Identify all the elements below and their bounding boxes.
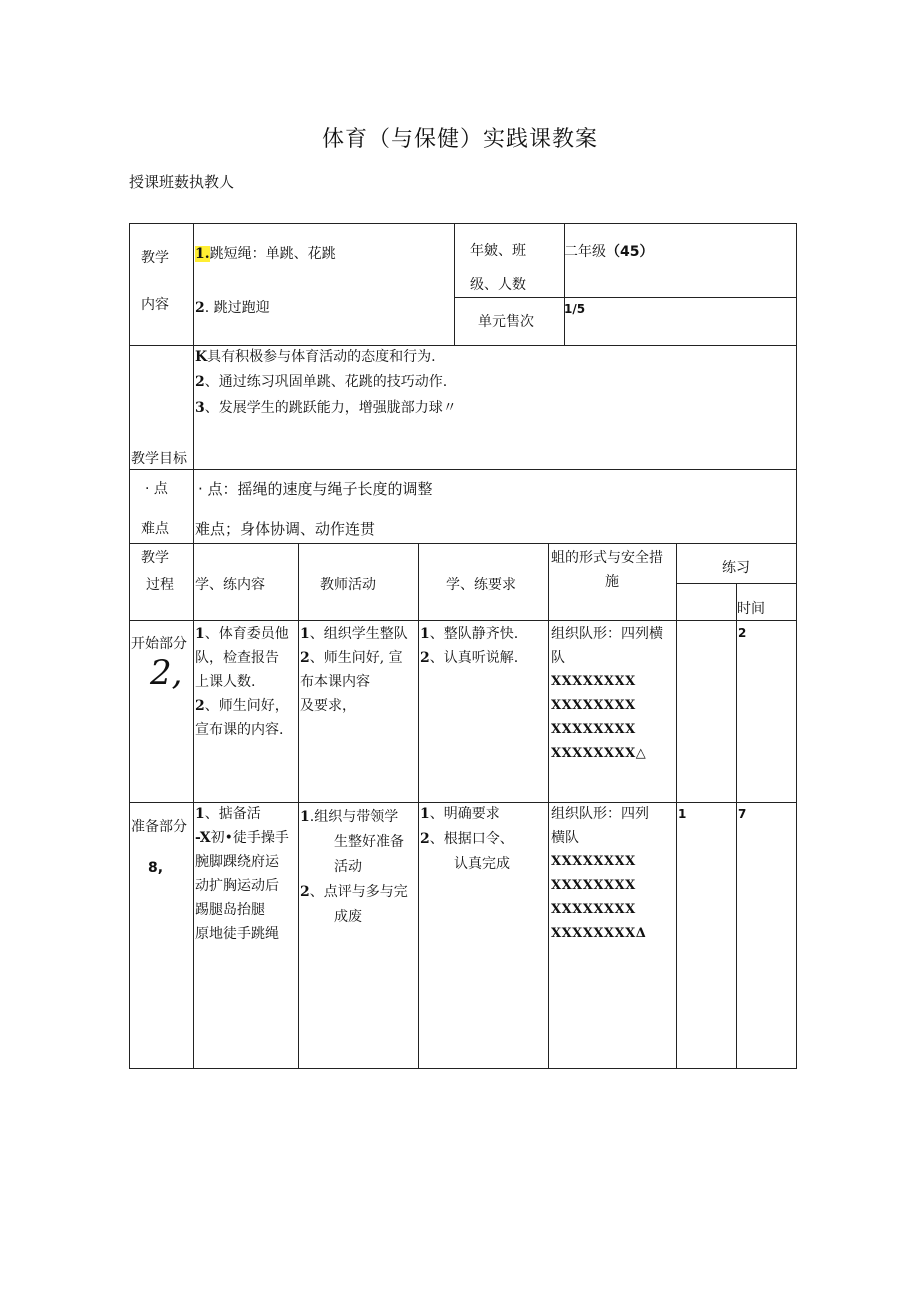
goal-item-3: [195, 396, 457, 420]
start-teacher-line: [300, 646, 408, 670]
goal-3-text: 、发展学生的跳跃能力，增强胧部力球〃: [204, 400, 457, 416]
start-content-line: [195, 694, 289, 718]
line-text: 动扩胸运动后: [195, 878, 279, 894]
prep-student-line: [420, 802, 514, 827]
line-text: 、掂备活: [204, 806, 261, 822]
org-text-line: 横队: [551, 830, 579, 846]
start-student-cell: [420, 622, 518, 670]
prep-teacher-cell: [300, 805, 408, 930]
line-text: .组织与带领学: [309, 809, 399, 825]
prep-content-line: [195, 898, 289, 922]
content-item-1-num: 1.: [195, 246, 210, 262]
line-text: 、师生问好, 宣: [309, 650, 403, 666]
header-org-a: 蛆的形式与安全措: [551, 550, 663, 566]
start-content-line: [195, 718, 289, 742]
line-text: 、师生问好，: [204, 698, 289, 714]
line-num: 1: [420, 806, 430, 822]
page-title: 体育（与保健）实践课教案: [321, 127, 598, 152]
line-text: 成废: [334, 909, 362, 925]
goal-1-text: 具有积极参与体育活动的态度和行为.: [207, 349, 436, 365]
header-time: 时间: [737, 601, 765, 617]
keypoint-text: · 点：摇绳的速度与绳子长度的调整: [198, 480, 433, 498]
start-student-line: [420, 622, 518, 646]
line-text: 初•徒手操手: [210, 830, 289, 846]
line-text: 认真完成: [454, 856, 510, 872]
start-content-cell: [195, 622, 289, 742]
start-org-cell: [551, 622, 663, 766]
header-content: 学、练内容: [195, 577, 265, 593]
prep-student-line: [420, 852, 514, 877]
line-num: 1: [195, 806, 205, 822]
keypoint-label: · 点: [145, 481, 168, 497]
line-num: -X: [195, 830, 211, 846]
formation-row: XXXXXXXX: [551, 902, 636, 917]
phase-start-label: 开始部分: [131, 636, 187, 652]
grade-value: [564, 240, 653, 264]
content-item-2-text: . 跳过跑迎: [204, 300, 270, 316]
header-process-a: 教学: [141, 550, 169, 566]
org-text-line: 组织队形：四列: [551, 806, 649, 822]
header-process-b: 过程: [146, 577, 174, 593]
start-time: 2: [738, 626, 747, 640]
formation-row: XXXXXXXX: [551, 722, 636, 737]
line-text: 生整好准备: [334, 834, 404, 850]
unit-value: 1/5: [564, 302, 586, 316]
phase-start-minutes: 2,: [150, 653, 183, 693]
goal-item-1: [195, 345, 436, 369]
line-text: 及要求，: [300, 698, 356, 714]
prep-content-line: [195, 802, 289, 826]
line-num: 2: [195, 698, 205, 714]
header-practice: 练习: [722, 560, 750, 576]
content-label-a: 教学: [141, 250, 169, 266]
line-text: 、认真听说解.: [429, 650, 519, 666]
goals-label: 教学目标: [131, 451, 187, 467]
prep-teacher-line: [300, 905, 408, 930]
line-num: 1: [300, 809, 310, 825]
prep-time: 7: [738, 807, 747, 821]
line-text: 活动: [334, 859, 362, 875]
content-item-2-num: 2: [195, 300, 205, 316]
goal-2-num: 2: [195, 374, 205, 390]
prep-teacher-line: [300, 805, 408, 830]
content-item-2: [195, 296, 270, 320]
prep-content-cell: [195, 802, 289, 946]
goal-item-2: [195, 370, 447, 394]
formation-row: XXXXXXXX△: [551, 746, 647, 761]
header-org-b: 施: [605, 574, 619, 590]
goal-3-num: 3: [195, 400, 205, 416]
prep-teacher-line: [300, 855, 408, 880]
start-teacher-cell: [300, 622, 408, 718]
grade-label-b: 级、人数: [470, 277, 526, 293]
start-content-line: [195, 646, 289, 670]
line-num: 2: [300, 884, 310, 900]
formation-row: XXXXXXXXΔ: [551, 926, 647, 941]
start-teacher-line: [300, 670, 408, 694]
line-text: 、组织学生整队: [309, 626, 408, 642]
prep-content-line: [195, 826, 289, 850]
org-text-line: 组织队形：四列横: [551, 626, 663, 642]
prep-org-cell: [551, 802, 649, 946]
class-teacher-line: 授课班薮执教人: [129, 173, 235, 191]
line-text: 宣布课的内容.: [195, 722, 284, 738]
difficulty-label: 难点: [141, 521, 169, 537]
formation-row: XXXXXXXX: [551, 878, 636, 893]
line-num: 1: [195, 626, 205, 642]
line-text: 、体育委员他: [204, 626, 289, 642]
formation-row: XXXXXXXX: [551, 854, 636, 869]
prep-content-line: [195, 850, 289, 874]
line-text: 队，检查报告: [195, 650, 279, 666]
content-item-1-text: 跳短绳：单跳、花跳: [209, 246, 336, 262]
line-text: 、整队静齐快.: [429, 626, 519, 642]
grade-value-a: 二年级: [564, 244, 606, 260]
line-num: 2: [420, 650, 430, 666]
prep-content-line: [195, 922, 289, 946]
formation-row: XXXXXXXX: [551, 674, 636, 689]
phase-prep-minutes: 8,: [148, 860, 164, 876]
line-text: 、点评与多与完: [309, 884, 408, 900]
line-text: 原地徒手跳绳: [195, 926, 279, 942]
start-content-line: [195, 622, 289, 646]
difficulty-text: 难点；身体协调、动作连贯: [195, 520, 376, 538]
org-text-line: 队: [551, 650, 565, 666]
header-student: 学、练要求: [446, 577, 516, 593]
line-text: 腕脚踝绕府运: [195, 854, 279, 870]
start-teacher-line: [300, 622, 408, 646]
goal-2-text: 、通过练习巩固单跳、花跳的技巧动作.: [204, 374, 448, 390]
goal-1-num: K: [195, 349, 208, 365]
formation-row: XXXXXXXX: [551, 698, 636, 713]
line-text: 布本课内容: [300, 674, 370, 690]
line-num: 1: [300, 626, 310, 642]
prep-student-line: [420, 827, 514, 852]
content-label-b: 内容: [141, 297, 169, 313]
line-num: 2: [300, 650, 310, 666]
prep-practice: 1: [678, 807, 687, 821]
prep-content-line: [195, 874, 289, 898]
start-teacher-line: [300, 694, 408, 718]
prep-teacher-line: [300, 830, 408, 855]
grade-value-b: （45）: [606, 244, 654, 260]
line-text: 上课人数.: [195, 674, 256, 690]
prep-teacher-line: [300, 880, 408, 905]
line-text: 、根据口令、: [429, 831, 514, 847]
grade-label-a: 年皴、班: [470, 243, 526, 259]
unit-label: 单元售次: [478, 314, 534, 330]
start-student-line: [420, 646, 518, 670]
phase-prep-label: 准备部分: [131, 819, 187, 835]
header-teacher: 教师活动: [320, 577, 376, 593]
line-text: 踢腿岛抬腿: [195, 902, 265, 918]
start-content-line: [195, 670, 289, 694]
content-item-1: [195, 242, 336, 266]
prep-student-cell: [420, 802, 514, 877]
line-num: 2: [420, 831, 430, 847]
line-text: 、明确要求: [429, 806, 500, 822]
line-num: 1: [420, 626, 430, 642]
